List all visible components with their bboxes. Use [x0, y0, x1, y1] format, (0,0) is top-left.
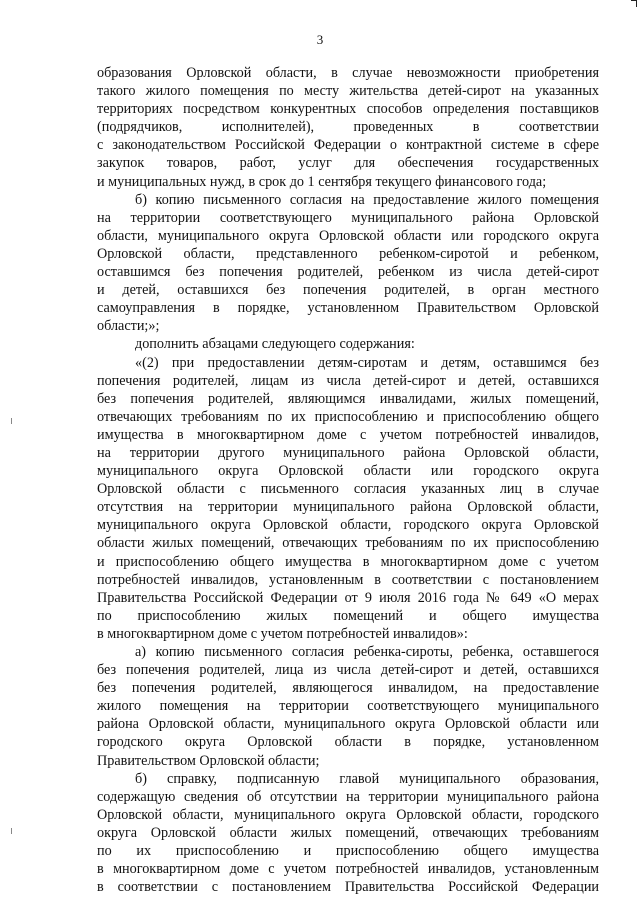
text-line: с законодательством Российской Федерации о контрактной системе в сфере	[97, 137, 599, 154]
text-line: области жилых помещений, отвечающих требованиям по их приспособлению	[97, 535, 599, 552]
text-line: по их приспособлению и приспособлению общего имущества	[97, 843, 599, 860]
text-line: такого жилого помещения по месту жительства детей-сирот на указанных	[97, 83, 599, 100]
text-line: образования Орловской области, в случае невозможности приобретения	[97, 65, 599, 81]
text-line: жилого помещения на территории соответствующего муниципального	[97, 698, 599, 715]
text-line: в многоквартирном доме с учетом потребностей инвалидов, установленным	[97, 861, 599, 878]
text-line: попечения родителей, лицам из числа детей-сирот и детей, оставшихся	[97, 372, 599, 389]
text-line: на территории другого муниципального района Орловской области,	[97, 444, 599, 461]
text-line: и муниципальных нужд, в срок до 1 сентября текущего финансового года;	[97, 173, 547, 190]
text-line: района Орловской области, муниципального округа Орловской области или	[97, 716, 599, 733]
text-line: содержащую сведения об отсутствии на территории муниципального района	[97, 788, 599, 805]
text-line: Орловской области, муниципального округа Орловской области, городского	[97, 806, 599, 823]
text-line: муниципального округа Орловской области или городского округа	[97, 463, 599, 480]
text-line: округа Орловской области жилых помещений, отвечающих требованиям	[97, 824, 599, 841]
text-line: области, муниципального округа Орловской области или городского округа	[97, 227, 599, 244]
text-line: Правительства Российской Федерации от 9 июля 2016 года № 649 «О мерах	[97, 589, 599, 606]
corner-mark	[631, 0, 637, 7]
text-line: в соответствии с постановлением Правительства Российской Федерации	[97, 879, 599, 896]
text-line: без попечения родителей, являющегося инвалидом, на предоставление	[97, 680, 599, 697]
scan-margin-mark	[11, 418, 12, 424]
text-line: оставшимся без попечения родителей, ребенком из числа детей-сирот	[97, 264, 599, 281]
text-line: на территории соответствующего муниципального района Орловской	[97, 209, 599, 226]
text-line: а) копию письменного согласия ребенка-сироты, ребенка, оставшегося	[135, 644, 599, 660]
text-line: области;»;	[97, 318, 160, 335]
text-line: территориях посредством конкурентных способов определения поставщиков	[97, 101, 599, 118]
text-line: самоуправления в порядке, установленном Правительством Орловской	[97, 300, 599, 317]
text-line: Правительством Орловской области;	[97, 752, 320, 769]
text-line: «(2) при предоставлении детям-сиротам и детям, оставшимся без	[135, 354, 599, 371]
text-line: без попечения родителей, лица из числа детей-сирот и детей, оставшихся	[97, 662, 599, 679]
text-line: закупок товаров, работ, услуг для обеспечения государственных	[97, 155, 599, 172]
text-line: отсутствия на территории муниципального района Орловской области,	[97, 499, 599, 516]
page-number: 3	[316, 32, 324, 47]
document-body	[97, 64, 599, 896]
text-line: и приспособлению общего имущества в многоквартирном доме с учетом	[97, 553, 599, 570]
text-line: и детей, оставшихся без попечения родителей, в орган местного	[97, 282, 599, 299]
text-line: дополнить абзацами следующего содержания:	[135, 336, 415, 353]
text-line: в многоквартирном доме с учетом потребностей инвалидов»:	[97, 625, 468, 642]
text-line: Орловской области с письменного согласия указанных лиц в случае	[97, 481, 599, 498]
text-line: имущества в многоквартирном доме с учетом потребностей инвалидов,	[97, 426, 599, 443]
scan-margin-mark	[11, 828, 12, 834]
text-line: по приспособлению жилых помещений и общего имущества	[97, 607, 599, 624]
text-line: (подрядчиков, исполнителей), проведенных в соответствии	[97, 119, 599, 136]
text-line: муниципального округа Орловской области, городского округа Орловской	[97, 517, 599, 534]
text-line: Орловской области, представленного ребенком-сиротой и ребенком,	[97, 245, 599, 262]
text-line: без попечения родителей, являющимся инвалидами, жилых помещений,	[97, 390, 599, 407]
text-line: б) справку, подписанную главой муниципального образования,	[135, 770, 599, 787]
text-line: потребностей инвалидов, установленным в соответствии с постановлением	[97, 571, 599, 588]
text-line: отвечающих требованиям по их приспособлению и приспособлению общего	[97, 408, 599, 425]
text-line: городского округа Орловской области в порядке, установленном	[97, 734, 599, 751]
text-line: б) копию письменного согласия на предоставление жилого помещения	[135, 191, 599, 208]
